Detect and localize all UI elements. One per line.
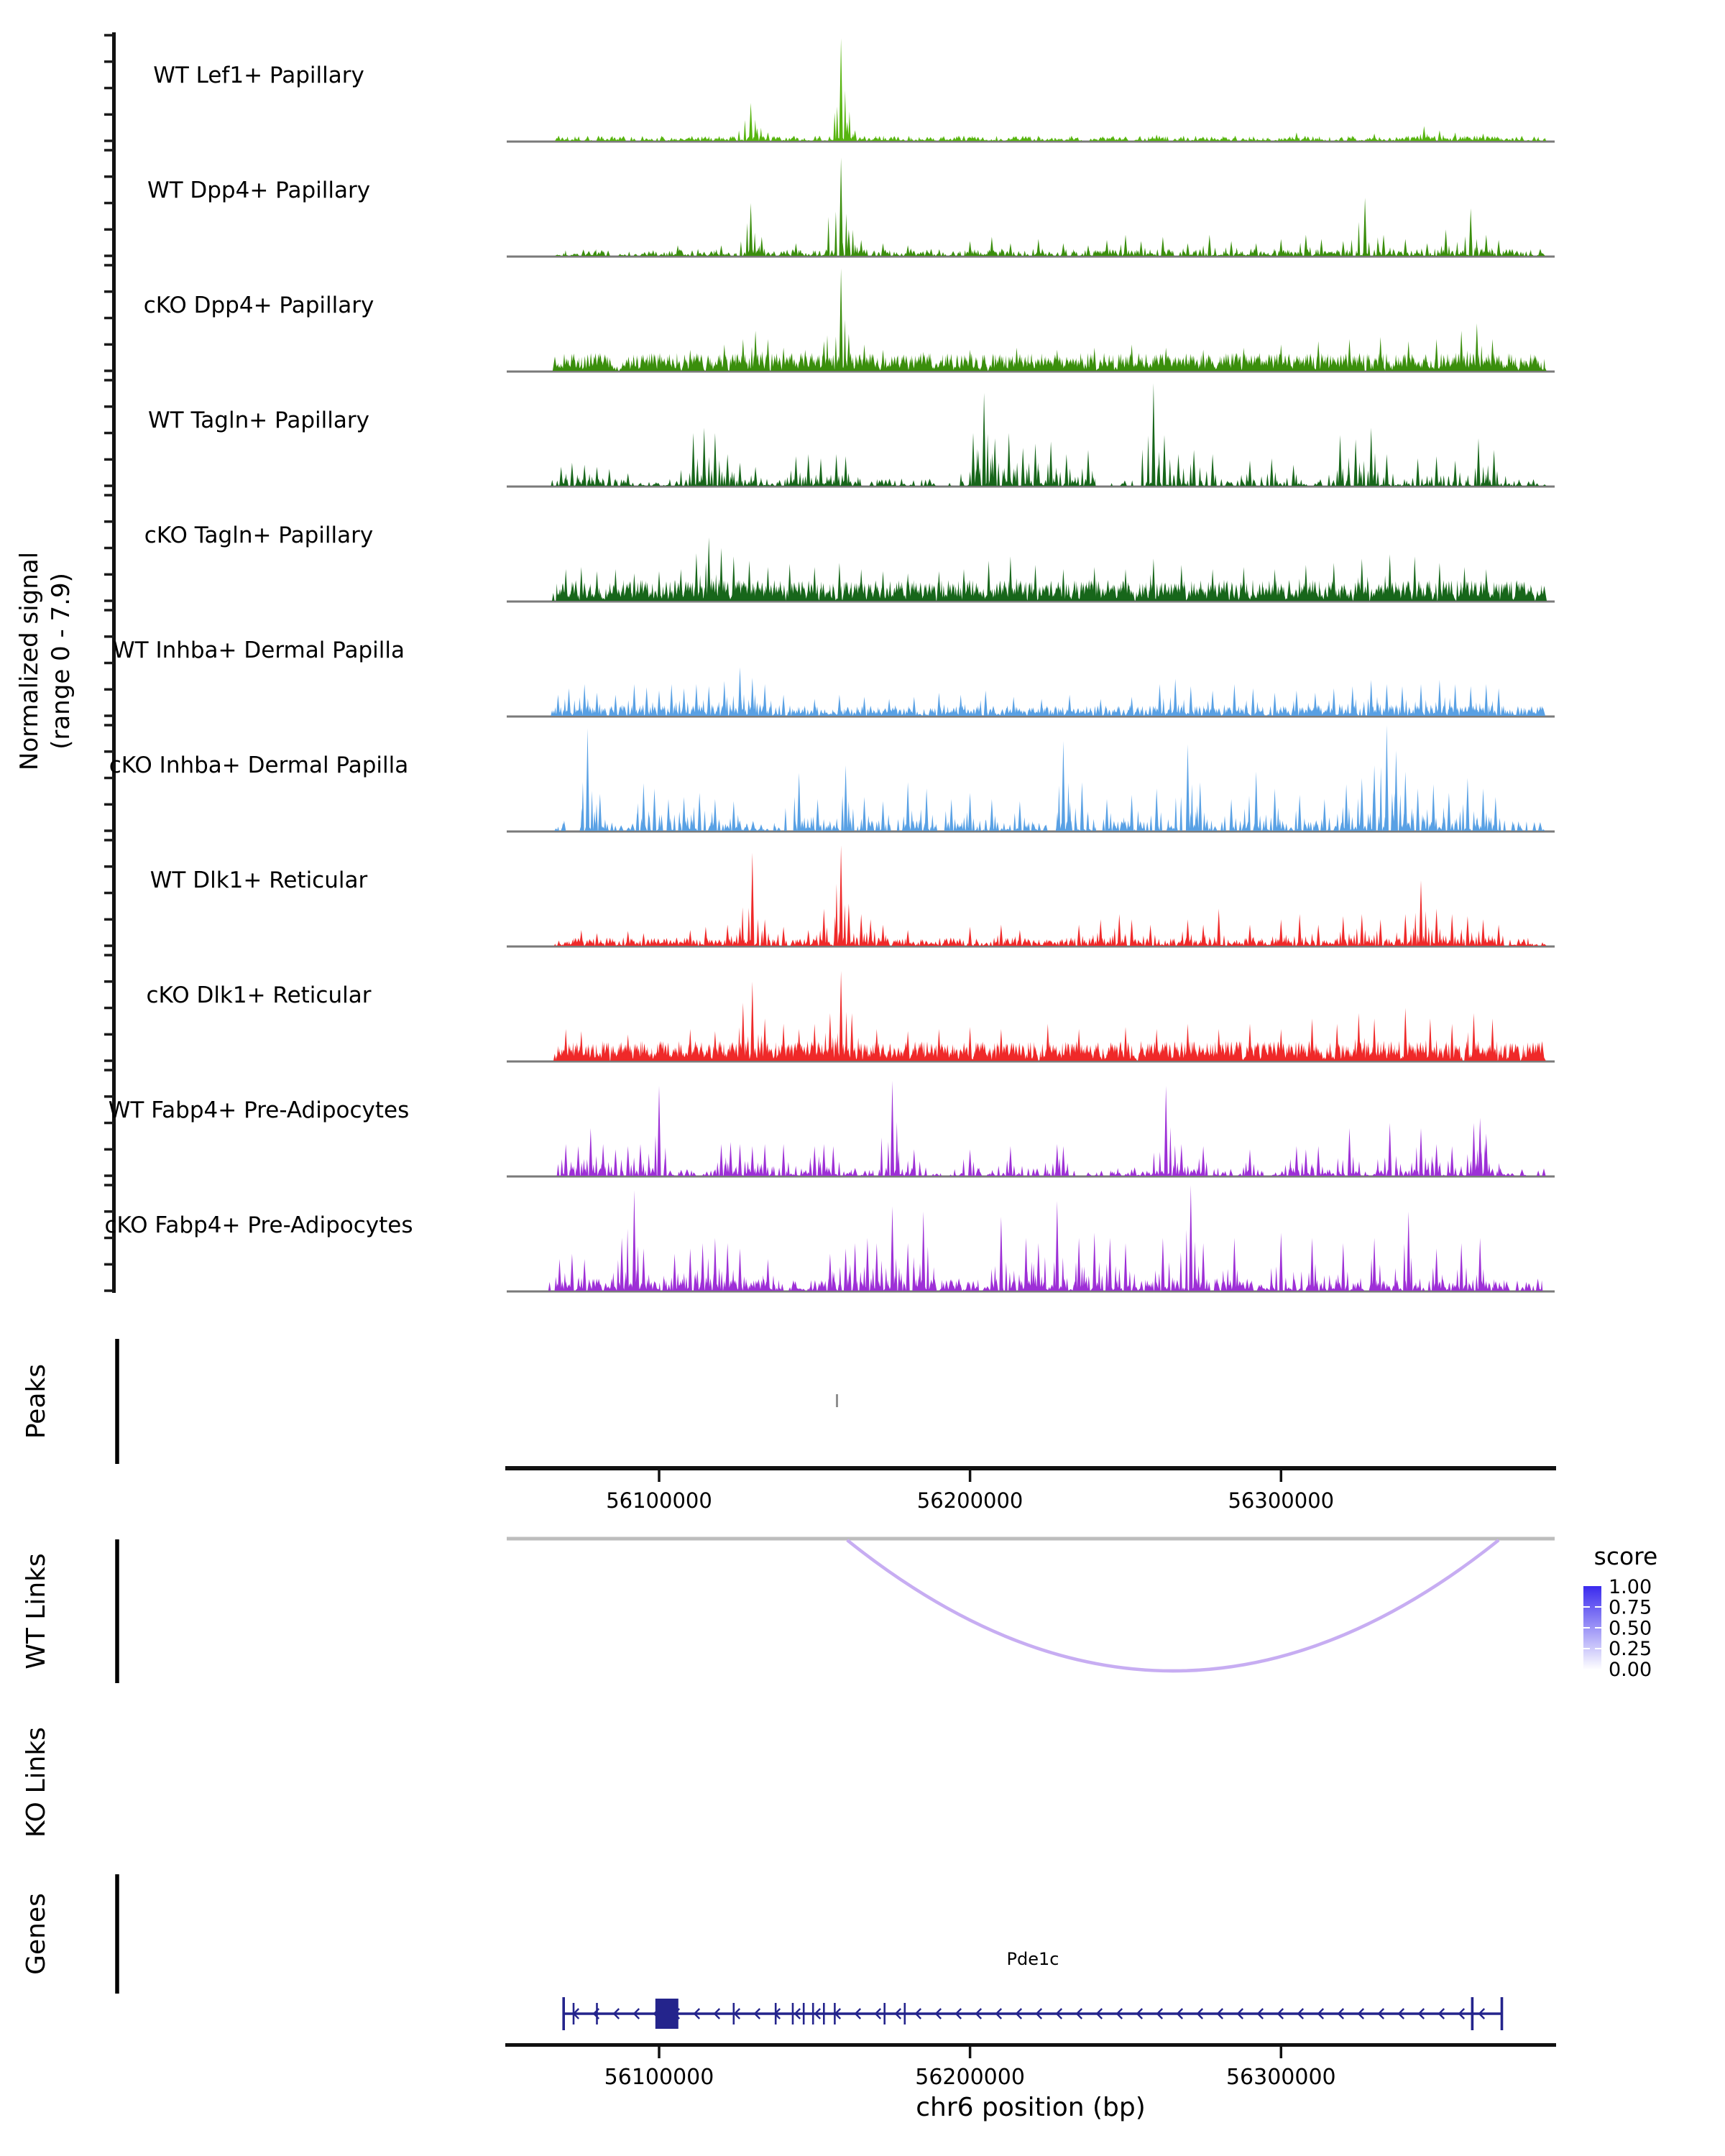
track-peak-signal [551, 383, 1507, 486]
track-label: cKO Fabp4+ Pre-Adipocytes [104, 1212, 413, 1238]
score-legend-title: score [1593, 1542, 1658, 1570]
ko-links-section-label: KO Links [22, 1727, 51, 1838]
wt-links-track [847, 1540, 1499, 1671]
signal-track [105, 1185, 1555, 1291]
x-axis-bottom-spine [505, 2043, 1556, 2047]
track-noise-signal [553, 353, 1547, 371]
track-peak-signal [683, 268, 1500, 371]
peaks-track [836, 1394, 838, 1407]
peak-interval-mark [836, 1394, 838, 1407]
genes-section-label: Genes [22, 1893, 51, 1975]
track-label: cKO Dlk1+ Reticular [146, 982, 372, 1008]
score-legend-tick-label: 1.00 [1609, 1576, 1652, 1598]
gene-exon-tall-tick [562, 1997, 565, 2030]
score-legend-tick-label: 0.75 [1609, 1596, 1652, 1619]
signal-track [147, 971, 1555, 1061]
signal-track [147, 157, 1555, 257]
track-label: WT Tagln+ Papillary [148, 407, 369, 433]
x-axis-tick-label: 56300000 [1225, 2065, 1336, 2090]
x-axis-title: chr6 position (bp) [916, 2093, 1146, 2122]
track-peak-signal [671, 157, 1513, 256]
signal-track [113, 637, 1555, 717]
track-peak-signal [557, 1081, 1501, 1176]
signal-track [148, 383, 1555, 487]
gene-exon-tick [904, 2003, 906, 2024]
wt-links-section-label: WT Links [22, 1553, 51, 1669]
gene-exon-tall-tick [1471, 1997, 1474, 2030]
track-peak-signal [551, 667, 1511, 716]
track-label: cKO Tagln+ Papillary [144, 522, 374, 548]
x-axis-tick-label: 56100000 [604, 2065, 714, 2090]
track-label: WT Dpp4+ Papillary [147, 178, 371, 203]
track-label: cKO Inhba+ Dermal Papilla [109, 752, 409, 778]
track-peak-signal [548, 1185, 1488, 1291]
x-axis-tick-label: 56300000 [1228, 1488, 1335, 1513]
gene-exon-tick [803, 2003, 805, 2024]
score-legend-tick-label: 0.50 [1609, 1617, 1652, 1640]
gene-model [562, 1997, 1503, 2030]
x-axis-middle-ticks [606, 1470, 1334, 1513]
link-arc [847, 1540, 1499, 1671]
y-axis-label-line1: Normalized signal [15, 551, 44, 771]
track-label: cKO Dpp4+ Papillary [143, 292, 374, 318]
track-noise-signal [556, 580, 1547, 601]
gene-exon-tick [573, 2003, 575, 2024]
gene-exon-block [656, 1999, 678, 2029]
signal-track [150, 845, 1555, 946]
gene-exon-tick [733, 2003, 735, 2024]
signal-track [109, 725, 1555, 831]
track-label: WT Lef1+ Papillary [153, 63, 364, 88]
track-label: WT Fabp4+ Pre-Adipocytes [108, 1097, 410, 1123]
signal-track [144, 522, 1555, 602]
gene-exon-tick [834, 2003, 836, 2024]
track-peak-signal [737, 38, 1491, 141]
track-label: WT Inhba+ Dermal Papilla [113, 637, 405, 663]
track-peak-signal [566, 845, 1512, 946]
signal-track [109, 1081, 1555, 1176]
gene-exon-tick [812, 2003, 814, 2024]
gene-exon-tick [596, 2003, 598, 2024]
gene-exon-tick [823, 2003, 825, 2024]
signal-track [153, 38, 1555, 142]
track-peak-signal [581, 725, 1506, 831]
x-axis-tick-label: 56100000 [606, 1488, 712, 1513]
gene-exon-tall-tick [1501, 1997, 1504, 2030]
track-label: WT Dlk1+ Reticular [150, 867, 368, 893]
signal-track [144, 268, 1555, 372]
gene-name-label: Pde1c [1006, 1949, 1059, 1969]
y-axis-label-line2: (range 0 - 7.9) [47, 573, 75, 750]
x-axis-middle-spine [505, 1466, 1556, 1470]
score-legend-tick-label: 0.25 [1609, 1638, 1652, 1661]
x-axis-tick-label: 56200000 [916, 1488, 1024, 1513]
gene-exon-tick [883, 2003, 886, 2024]
signal-tracks [105, 38, 1555, 1291]
x-axis-tick-label: 56200000 [915, 2065, 1025, 2090]
gene-exon-tick [775, 2003, 777, 2024]
peaks-section-label: Peaks [22, 1363, 51, 1439]
gene-exon-tick [792, 2003, 794, 2024]
x-axis-bottom-ticks [604, 2047, 1336, 2090]
score-legend-tick-label: 0.00 [1609, 1658, 1652, 1681]
